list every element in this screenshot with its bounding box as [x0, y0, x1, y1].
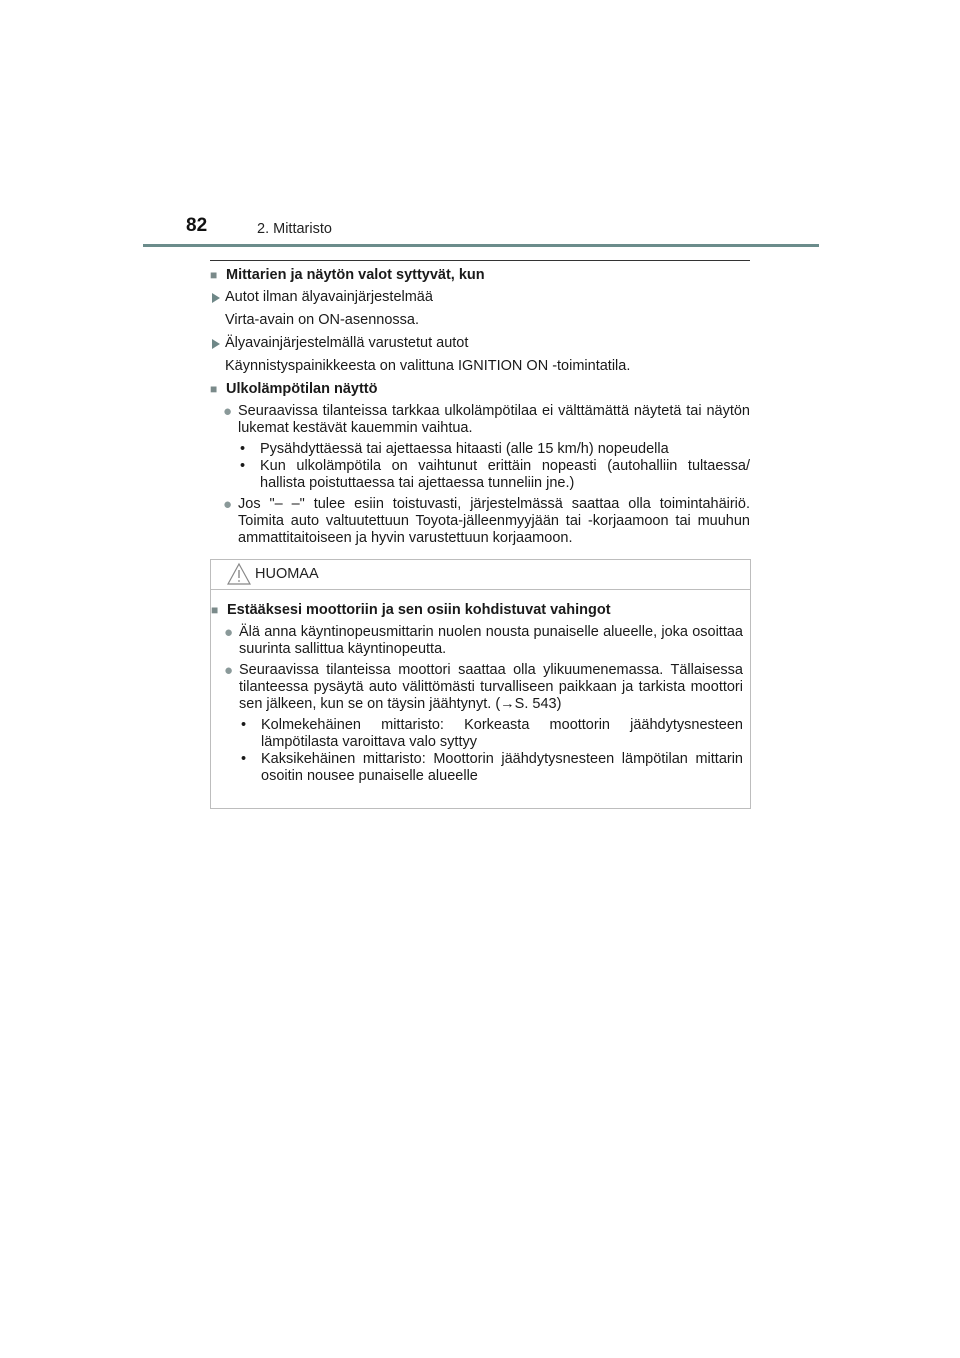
sub-bullet-text: Pysähdyttäessä tai ajettaessa hitaasti (alle 15 km/h) nopeudella: [260, 441, 669, 457]
sub-bullet-item: [239, 717, 743, 751]
bullet-dot-icon: •: [240, 458, 246, 474]
bullet-text: Älä anna käyntinopeusmittarin nuolen nousta punaiselle alueelle, joka osoittaa suurinta sallittua käyntinopeutta.: [239, 624, 743, 657]
sub-heading-text: Autot ilman älyavainjärjestelmää: [225, 289, 433, 305]
bullet-text: Seuraavissa tilanteissa moottori saattaa olla ylikuumenemassa. Tällaisessa tilanteessa pysäytä auto välittömästi turvalliseen paikkaan ja tarkista moottori sen jälkeen, kun se on täysin jäähtynyt. (→S. 543): [239, 662, 743, 712]
square-bullet-icon: ■: [211, 603, 219, 617]
section-heading: [210, 381, 750, 398]
main-content: [210, 267, 750, 551]
caution-heading: [211, 602, 743, 619]
sub-bullet-item: [238, 458, 750, 492]
caution-header: [211, 560, 750, 590]
warning-triangle-icon: [227, 562, 251, 586]
sub-bullet-item: [239, 751, 743, 785]
caution-label: HUOMAA: [255, 566, 319, 582]
sub-bullet-list: [211, 717, 743, 785]
caution-heading-text: Estääksesi moottoriin ja sen osiin kohdistuvat vahingot: [227, 602, 611, 618]
square-bullet-icon: ■: [210, 268, 218, 282]
square-bullet-icon: ■: [210, 382, 218, 396]
section-heading-text: Ulkolämpötilan näyttö: [226, 381, 378, 397]
sub-bullet-text: Kolmekehäinen mittaristo: Korkeasta moottorin jäähdytysnesteen lämpötilasta varoittava valo syttyy: [261, 717, 743, 750]
paragraph: Käynnistyspainikkeesta on valittuna IGNITION ON -toimintatila.: [225, 358, 631, 374]
triangle-marker-icon: [212, 339, 220, 349]
sub-heading-text: Älyavainjärjestelmällä varustetut autot: [225, 335, 469, 351]
sub-bullet-text: Kaksikehäinen mittaristo: Moottorin jäähdytysnesteen lämpötilan mittarin osoitin nousee punaiselle alueelle: [261, 751, 743, 784]
paragraph: Virta-avain on ON-asennossa.: [225, 312, 419, 328]
bullet-item: [210, 403, 750, 437]
page-number: 82: [186, 215, 208, 236]
sub-bullet-item: [238, 441, 750, 458]
sub-bullet-text: Kun ulkolämpötila on vaihtunut erittäin nopeasti (autohalliin tultaessa/ hallista poistuttaessa tai ajettaessa tunneliin jne.): [260, 458, 750, 491]
section-rule: [210, 260, 750, 261]
triangle-marker-icon: [212, 293, 220, 303]
sub-bullet-list: [210, 441, 750, 492]
bullet-item: [211, 624, 743, 658]
header-rule: [143, 244, 819, 247]
section-heading-text: Mittarien ja näytön valot syttyvät, kun: [226, 267, 485, 283]
caution-body: [211, 590, 750, 785]
sub-heading: [210, 335, 750, 352]
round-bullet-icon: ●: [224, 624, 234, 641]
section-heading: [210, 267, 750, 284]
sub-heading: [210, 289, 750, 306]
bullet-item: [210, 496, 750, 547]
round-bullet-icon: ●: [223, 496, 233, 513]
chapter-title: 2. Mittaristo: [257, 221, 332, 237]
round-bullet-icon: ●: [223, 403, 233, 420]
bullet-text: Seuraavissa tilanteissa tarkkaa ulkolämpötilaa ei välttämättä näytetä tai näytön lukemat kestävät kauemmin vaihtua.: [238, 403, 750, 436]
caution-box: [210, 559, 751, 809]
bullet-dot-icon: •: [241, 751, 247, 767]
bullet-item: [211, 662, 743, 713]
bullet-dot-icon: •: [241, 717, 247, 733]
round-bullet-icon: ●: [224, 662, 234, 679]
bullet-dot-icon: •: [240, 441, 246, 457]
bullet-text: Jos "– –" tulee esiin toistuvasti, järjestelmässä saattaa olla toimintahäiriö. Toimita auto valtuutettuun Toyota-jälleenmyyjään tai -korjaamoon tai muuhun ammattitaitoiseen ja hyvin varustettuun korjaamoon.: [238, 496, 750, 546]
